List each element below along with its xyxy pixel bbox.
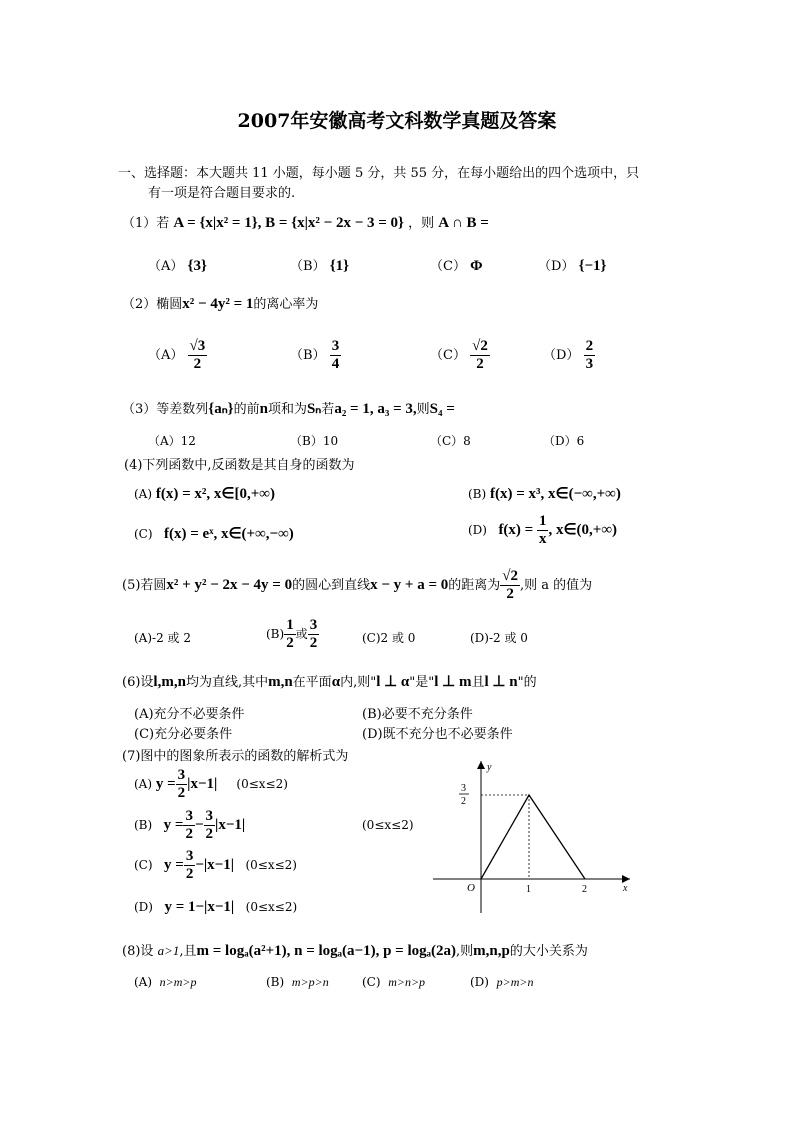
q7-option-b	[134, 808, 245, 843]
q2-a-den: 2	[193, 356, 202, 372]
q1-suffix: ，则	[408, 216, 435, 231]
q1-expr2: A ∩ B =	[438, 215, 489, 231]
q5-b-or: 或	[295, 627, 308, 641]
q6-option-b: (B)必要不充分条件	[362, 707, 473, 722]
q4-d-expr-b: , x∈(0,+∞)	[548, 522, 618, 538]
q7-b-frac1	[183, 808, 195, 843]
q2-option-a-fraction	[188, 338, 208, 373]
q5-line: x − y + a = 0	[370, 577, 449, 593]
q5-b-frac2	[308, 617, 320, 652]
q7-b-label: (B)	[134, 818, 153, 832]
q3-prefix: （3）等差数列	[122, 402, 209, 417]
q5-mid2: 的距离为	[448, 578, 501, 593]
question-8-stem	[122, 940, 588, 960]
q6-alpha: α	[331, 674, 341, 690]
question-7-stem: (7)图中的图象所表示的函数的解析式为	[122, 749, 349, 764]
q1-option-a-value: {3}	[187, 258, 207, 274]
q7-c-den: 2	[185, 866, 194, 882]
q6-option-c: (C)充分必要条件	[134, 727, 233, 742]
q1-option-b-label: （B）	[290, 259, 326, 274]
q1-prefix: （1）若	[122, 216, 170, 231]
question-4-stem: (4)下列函数中,反函数是其自身的函数为	[124, 458, 355, 473]
q7-a-den: 2	[177, 785, 186, 801]
q1-expr: A = {x|x² = 1}, B = {x|x² − 2x − 3 = 0}	[173, 215, 404, 231]
q7-b-den1: 2	[185, 826, 193, 842]
q6-mid3: 内,则"	[340, 675, 377, 690]
q8-option-b	[266, 975, 329, 990]
q6-mid: 均为直线,其中	[185, 675, 269, 690]
q8-cond: a>1	[157, 943, 180, 958]
q6-c3: l ⊥ n	[484, 674, 518, 690]
q5-b-num1: 1	[286, 617, 294, 633]
q8-a-label: (A)	[134, 975, 153, 989]
q1-option-c	[430, 255, 483, 275]
tick-x-1: 1	[526, 884, 531, 895]
q1-option-d-label: （D）	[538, 259, 575, 274]
q2-option-a-label: （A）	[148, 348, 184, 363]
q3-s4: S₄ =	[429, 401, 455, 417]
q3-option-b: （B）10	[290, 434, 339, 448]
q6-mid4: "是"	[409, 675, 435, 690]
q5-prefix: (5)若圆	[122, 578, 167, 593]
q5-b-den1: 2	[286, 635, 294, 651]
q7-c-abs: −|x−1|	[195, 857, 235, 873]
q4-a-expr: f(x) = x², x∈[0,+∞)	[155, 486, 275, 502]
q1-option-a-label: （A）	[148, 259, 184, 274]
q4-a-label: (A)	[134, 487, 153, 501]
q7-b-num2: 3	[205, 808, 214, 824]
q4-d-num: 1	[538, 513, 547, 529]
q4-b-expr: f(x) = x³, x∈(−∞,+∞)	[490, 486, 621, 502]
q2-prefix: （2）椭圆	[122, 297, 183, 312]
q2-d-num: 2	[585, 338, 594, 354]
page-title: 2007年安徽高考文科数学真题及答案	[237, 110, 557, 132]
q4-c-expr: f(x) = eˣ, x∈(+∞,−∞)	[164, 526, 294, 542]
q3-mid4: 则	[416, 402, 430, 417]
q8-prefix: (8)设	[122, 944, 154, 959]
q7-b-abs: |x−1|	[215, 817, 246, 833]
q7-b-frac2	[204, 808, 216, 843]
x-axis-label: x	[623, 883, 628, 894]
q7-b-minus: −	[194, 817, 204, 833]
q1-option-b	[290, 255, 349, 275]
q5-den: 2	[506, 586, 514, 602]
q1-option-c-label: （C）	[430, 259, 466, 274]
q7-a-label: (A)	[134, 777, 153, 791]
q4-option-c	[134, 524, 294, 543]
q6-mid5: 且	[471, 675, 485, 690]
q2-b-num: 3	[331, 338, 340, 354]
q6-option-d: (D)既不充分也不必要条件	[362, 727, 513, 742]
y-axis-label: y	[487, 762, 492, 773]
question-5-stem	[122, 568, 592, 603]
q8-expr: m = logₐ(a²+1), n = logₐ(a−1), p = logₐ(2a)	[196, 943, 457, 959]
q5-fraction	[500, 568, 520, 603]
q8-mnp: m,n,p	[473, 943, 510, 959]
q4-b-label: (B)	[468, 487, 487, 501]
tick-x-2: 2	[582, 884, 587, 895]
q5-expr: x² + y² − 2x − 4y = 0	[166, 577, 293, 593]
q8-suffix: 的大小关系为	[509, 944, 588, 959]
q6-c1: l ⊥ α	[376, 674, 410, 690]
q8-mid: ,且	[179, 944, 197, 959]
q7-c-num: 3	[185, 848, 194, 864]
q7-b-y: y =	[163, 817, 184, 833]
q5-mid: 的圆心到直线	[292, 578, 371, 593]
q4-d-label: (D)	[468, 523, 487, 537]
q5-num: √2	[502, 568, 519, 584]
q7-option-a	[134, 767, 288, 802]
tick-y-num: 3	[461, 783, 466, 794]
q5-b-label: (B)	[266, 627, 285, 641]
q6-lmn: l,m,n	[153, 674, 186, 690]
q3-mid1: 的前	[233, 402, 260, 417]
q6-prefix: (6)设	[122, 675, 154, 690]
q5-b-frac1	[284, 617, 296, 652]
q7-a-abs: |x−1|	[187, 776, 218, 792]
q8-d-label: (D)	[470, 975, 489, 989]
q3-mid2: 项和为	[267, 402, 307, 417]
q4-d-fraction	[537, 513, 549, 548]
q6-mid2: 在平面	[292, 675, 332, 690]
q3-option-c: （C）8	[430, 434, 471, 448]
q8-b-value: m>p>n	[291, 975, 329, 989]
q7-c-domain: (0≤x≤2)	[245, 858, 297, 872]
q3-option-a: （A）12	[148, 434, 196, 448]
q3-option-d: （D）6	[543, 434, 585, 448]
q7-c-label: (C)	[134, 858, 153, 872]
q5-b-den2: 2	[309, 635, 318, 651]
q1-option-b-value: {1}	[329, 258, 350, 274]
q7-d-expr: y = 1−|x−1|	[164, 899, 235, 915]
q5-option-a: (A)-2 或 2	[134, 631, 191, 645]
q7-d-domain: (0≤x≤2)	[245, 900, 298, 914]
section-intro-line1: 一、选择题：本大题共 11 小题，每小题 5 分，共 55 分，在每小题给出的四个选项中，只	[118, 166, 640, 181]
q4-c-label: (C)	[134, 527, 153, 541]
q8-option-d	[470, 975, 534, 990]
function-line	[481, 795, 585, 879]
q7-a-y: y =	[155, 776, 176, 792]
question-1-stem	[122, 212, 489, 232]
q7-a-num: 3	[177, 767, 186, 783]
q8-a-value: n>m>p	[159, 975, 197, 989]
q4-option-a	[134, 484, 275, 503]
q6-option-a: (A)充分不必要条件	[134, 707, 245, 722]
q7-option-c	[134, 848, 297, 883]
q2-suffix: 的离心率为	[253, 297, 319, 312]
q1-option-a	[148, 255, 207, 275]
q8-b-label: (B)	[266, 975, 285, 989]
tick-y-den: 2	[461, 796, 466, 807]
q3-n: n	[259, 401, 268, 417]
q2-option-b-label: （B）	[290, 348, 326, 363]
q6-c2: l ⊥ m	[434, 674, 472, 690]
q2-option-d-label: （D）	[543, 348, 580, 363]
q2-option-c-label: （C）	[430, 348, 466, 363]
q5-b-num2: 3	[309, 617, 318, 633]
q2-expr: x² − 4y² = 1	[182, 296, 254, 312]
q7-b-num1: 3	[185, 808, 193, 824]
q8-d-value: p>m>n	[496, 975, 534, 989]
q2-c-den: 2	[476, 356, 484, 372]
q5-option-c: (C)2 或 0	[362, 631, 416, 645]
q1-option-d-value: {−1}	[578, 258, 607, 274]
y-axis-arrow	[477, 761, 485, 769]
q7-a-domain: (0≤x≤2)	[236, 777, 288, 791]
origin-label: O	[467, 882, 475, 894]
question-6-stem	[122, 671, 537, 691]
q2-d-den: 3	[585, 356, 594, 372]
q2-c-num: √2	[472, 338, 488, 354]
q4-option-b	[468, 484, 621, 503]
q8-c-value: m>n>p	[388, 975, 426, 989]
q3-sn: Sₙ	[306, 401, 322, 417]
q2-option-b	[290, 338, 341, 373]
q4-option-d	[468, 513, 617, 548]
q1-option-c-value: Φ	[470, 258, 483, 274]
q2-a-num: √3	[189, 338, 206, 354]
q7-function-graph	[425, 755, 640, 920]
q7-option-d	[134, 899, 297, 916]
q2-option-d-fraction	[584, 338, 596, 373]
q3-seq: {aₙ}	[208, 401, 234, 417]
q5-suffix: ,则 a 的值为	[520, 578, 593, 593]
q7-b-den2: 2	[205, 826, 214, 842]
q7-c-frac	[184, 848, 196, 883]
q1-option-d	[538, 255, 606, 275]
q2-option-d	[543, 338, 595, 373]
q8-mid2: ,则	[456, 944, 474, 959]
section-intro-line2: 有一项是符合题目要求的.	[148, 186, 296, 201]
question-3-stem	[122, 398, 455, 418]
q2-option-c-fraction	[470, 338, 490, 373]
q7-b-domain: (0≤x≤2)	[362, 818, 414, 832]
q7-c-y: y =	[164, 857, 184, 873]
q2-b-den: 4	[331, 356, 340, 372]
q2-option-c	[430, 338, 490, 373]
q3-mid3: 若	[321, 402, 335, 417]
q4-d-expr-a: f(x) =	[498, 522, 537, 538]
q8-c-label: (C)	[362, 975, 381, 989]
x-axis-arrow	[622, 875, 630, 883]
question-2-stem	[122, 293, 318, 313]
q6-mn: m,n	[268, 674, 293, 690]
q5-option-d: (D)-2 或 0	[470, 631, 528, 645]
q8-option-a	[134, 975, 197, 990]
q2-option-b-fraction	[330, 338, 342, 373]
q3-cond: a₂ = 1, a₃ = 3,	[334, 401, 417, 417]
q7-d-label: (D)	[134, 900, 153, 914]
q4-d-den: x	[538, 531, 547, 547]
q6-suffix: "的	[517, 675, 537, 690]
q5-option-b	[266, 617, 319, 652]
q7-a-frac	[176, 767, 188, 802]
q2-option-a	[148, 338, 207, 373]
q8-option-c	[362, 975, 425, 990]
